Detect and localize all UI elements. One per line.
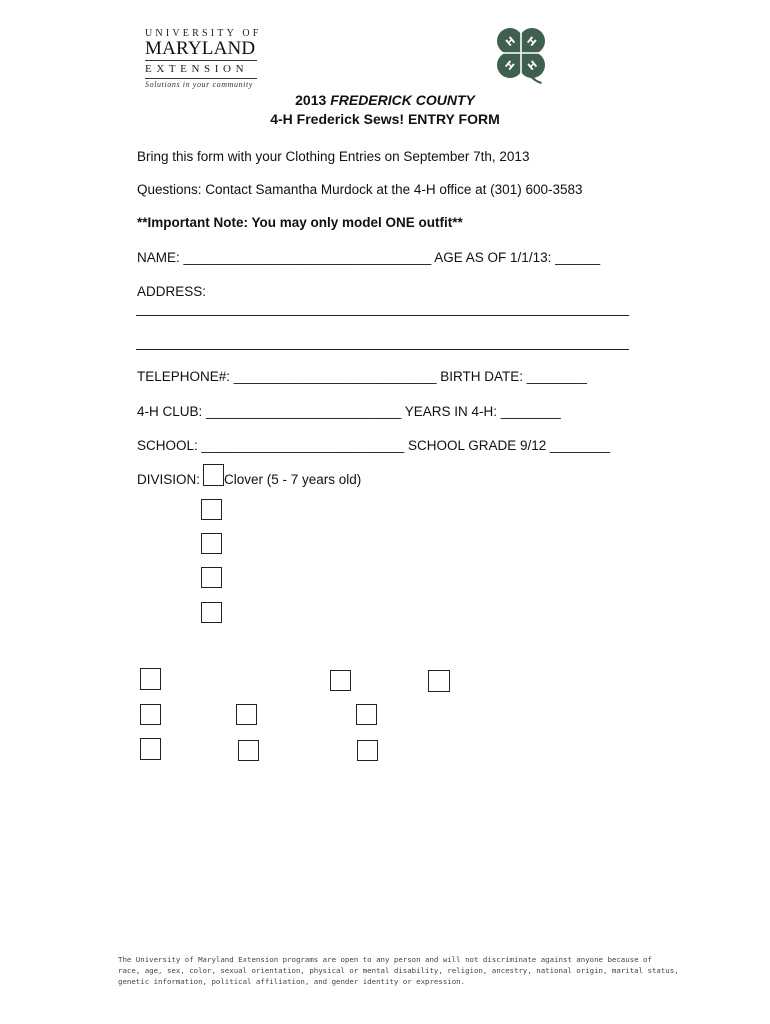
division-checkbox-5[interactable] <box>201 602 222 623</box>
non-discrimination-statement <box>118 954 698 987</box>
footer-line-3: genetic information, political affiliation, and gender identity or expression. <box>118 977 466 986</box>
name-age-field[interactable]: NAME: _________________________________ AGE AS OF 1/1/13: ______ <box>137 250 601 265</box>
telephone-birthdate-field[interactable]: TELEPHONE#: ___________________________ BIRTH DATE: ________ <box>137 369 587 384</box>
address-label: ADDRESS: <box>137 284 207 299</box>
category-checkbox-r2c2[interactable] <box>236 704 257 725</box>
category-checkbox-r1c1[interactable] <box>140 668 161 690</box>
important-note: **Important Note: You may only model ONE outfit** <box>137 215 463 230</box>
category-checkbox-r3c1[interactable] <box>140 738 161 760</box>
form-title-county: FREDERICK COUNTY <box>330 92 475 108</box>
division-checkbox-clover[interactable] <box>203 464 224 486</box>
footer-line-2: race, age, sex, color, sexual orientation, physical or mental disability, religion, ancestry, national origin, marital status, <box>118 966 679 975</box>
svg-text:H: H <box>504 35 518 50</box>
footer-line-1: The University of Maryland Extension programs are open to any person and will not discriminate against anyone because of <box>118 955 652 964</box>
form-title-year: 2013 <box>295 92 331 108</box>
logo-divider <box>145 60 257 61</box>
logo-line-maryland: MARYLAND <box>145 38 256 59</box>
svg-text:H: H <box>526 59 540 74</box>
logo-line-university-of: UNIVERSITY OF <box>145 28 262 39</box>
instructions-bring-form: Bring this form with your Clothing Entries on September 7th, 2013 <box>137 149 530 164</box>
form-subtitle: 4-H Frederick Sews! ENTRY FORM <box>270 111 500 127</box>
division-checkbox-2[interactable] <box>201 499 222 520</box>
division-option-clover-label: Clover (5 - 7 years old) <box>224 472 362 487</box>
category-checkbox-r2c1[interactable] <box>140 704 161 725</box>
category-checkbox-r3c2[interactable] <box>238 740 259 761</box>
svg-text:H: H <box>524 35 538 50</box>
division-checkbox-3[interactable] <box>201 533 222 554</box>
logo-tagline: Solutions in your community <box>145 80 253 89</box>
club-years-field[interactable]: 4-H CLUB: __________________________ YEARS IN 4-H: ________ <box>137 404 561 419</box>
university-of-maryland-extension-logo <box>145 28 262 90</box>
category-checkbox-r2c3[interactable] <box>356 704 377 725</box>
address-line-2[interactable] <box>136 349 629 350</box>
division-label: DIVISION: <box>137 472 201 487</box>
logo-line-extension: EXTENSION <box>145 63 249 75</box>
address-line-1[interactable] <box>136 315 629 316</box>
form-title <box>0 92 770 108</box>
logo-divider <box>145 78 257 79</box>
category-checkbox-r3c3[interactable] <box>357 740 378 761</box>
svg-text:H: H <box>502 59 516 74</box>
school-grade-field[interactable]: SCHOOL: ___________________________ SCHOOL GRADE 9/12 ________ <box>137 438 611 453</box>
category-checkbox-r1c3[interactable] <box>428 670 450 692</box>
4-h-clover-icon <box>490 25 552 87</box>
instructions-questions: Questions: Contact Samantha Murdock at the 4-H office at (301) 600-3583 <box>137 182 583 197</box>
category-checkbox-r1c2[interactable] <box>330 670 351 691</box>
division-checkbox-4[interactable] <box>201 567 222 588</box>
